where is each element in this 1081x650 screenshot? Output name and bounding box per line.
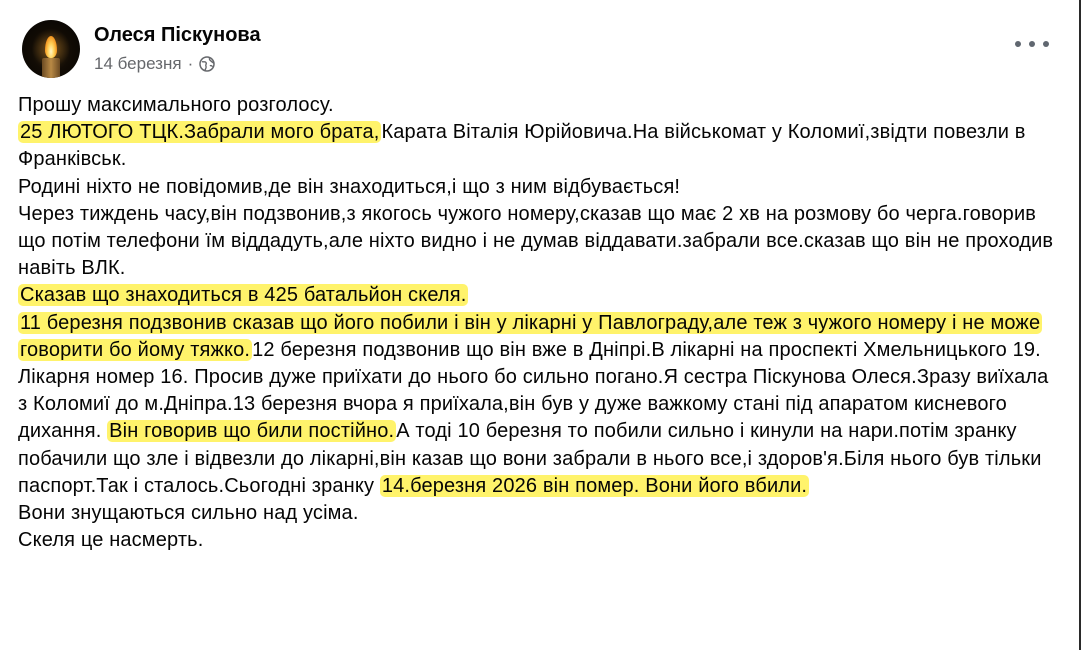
more-options-icon-dot	[1015, 41, 1021, 47]
post-paragraph	[18, 500, 1058, 527]
post-text: Вони знущаються сильно над усіма.	[18, 502, 359, 525]
post-text: Прошу максимального розголосу.	[18, 94, 334, 116]
post-text: Родині ніхто не повідомив,де він знаходиться,і що з ним відбувається!	[18, 175, 681, 198]
more-options-icon-dot	[1029, 41, 1035, 47]
post-date[interactable]: 14 березня	[94, 54, 182, 73]
author-name[interactable]: Олеся Піскунова	[94, 24, 261, 46]
post-meta	[94, 22, 261, 76]
separator-dot: ·	[187, 54, 194, 73]
post-paragraph	[18, 119, 1058, 173]
highlighted-text: 25 ЛЮТОГО ТЦК.Забрали мого брата,	[20, 121, 380, 144]
post-text: А тоді 10 березня то побили сильно і кинули на нари.потім зранку побачили що зле і відвезли до лікарні,він казав що вони забрали в нього все,і здоров'я.Біля нього був тільки паспорт.Так і сталось.Сьогодні зранку	[18, 420, 1042, 497]
post-paragraph	[18, 92, 1058, 119]
highlighted-text: 14.березня 2026 він помер. Вони його вбили.	[381, 474, 808, 497]
post-paragraph	[18, 310, 1058, 364]
more-options-icon-dot	[1043, 41, 1049, 47]
more-options-button[interactable]	[1015, 34, 1049, 54]
post-text: Карата Віталія Юрійовича.На військомат у Коломиї,звідти повезли в Франківськ.	[18, 121, 1026, 171]
highlighted-text: Він говорив що били постійно.	[109, 420, 395, 443]
candle-icon	[42, 58, 60, 78]
candle-flame-icon	[45, 36, 57, 58]
highlighted-text: 11 березня подзвонив сказав що його побили і він у лікарні у Павлограду,але теж з чужого номеру і не може говорити бо йому тяжко.	[20, 311, 1041, 361]
post-subline	[94, 52, 261, 76]
post-paragraph	[18, 174, 1058, 201]
post-paragraph	[18, 201, 1058, 283]
post-paragraph	[18, 527, 1058, 554]
post-text: Лікарня номер 16. Просив дуже приїхати до нього бо сильно погано.Я сестра Піскунова Олеся.Зразу виїхала з Коломиї до м.Дніпра.13 березня вчора я приїхала,він був у дуже важкому стані під апаратом кисневого дихання.	[18, 366, 1049, 443]
post-text: Скеля це насмерть.	[18, 529, 204, 552]
post-header	[22, 16, 261, 82]
globe-icon[interactable]	[199, 56, 215, 72]
avatar[interactable]	[22, 20, 80, 78]
post-body	[18, 92, 1058, 554]
post-text: 12 березня подзвонив що він вже в Дніпрі.В лікарні на проспекті Хмельницького 19.	[252, 338, 1041, 361]
highlighted-text: Сказав що знаходиться в 425 батальйон скеля.	[20, 284, 467, 307]
post-text: Через тиждень часу,він подзвонив,з якогось чужого номеру,сказав що має 2 хв на розмову бо черга.говорив що потім телефони їм віддадуть,але ніхто видно і не думав віддавати.забрали все.сказав що він не проходив навіть ВЛК.	[18, 202, 1054, 280]
post-paragraph	[18, 364, 1058, 500]
post-paragraph	[18, 282, 1058, 309]
